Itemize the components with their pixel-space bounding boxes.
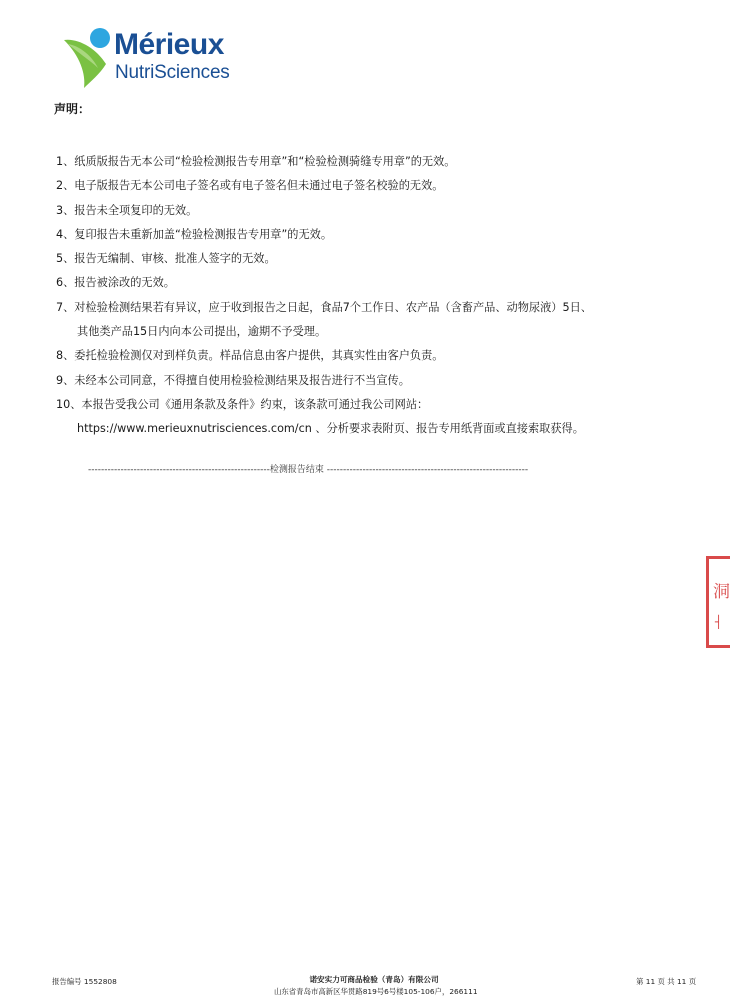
declaration-item: 9、未经本公司同意，不得擅自使用检验检测结果及报告进行不当宣传。 (56, 373, 410, 387)
declaration-item: 1、纸质版报告无本公司“检验检测报告专用章”和“检验检测骑缝专用章”的无效。 (56, 155, 456, 168)
logo-wordmark-line1: Mérieux (114, 28, 224, 61)
declaration-item: 7、对检验检测结果若有异议，应于收到报告之日起，食品7个工作日、农产品（含畜产品、动物尿液）5日、 其他类产品15日内向本公司提出，逾期不予受理。 (56, 296, 676, 345)
declaration-item: 3、报告未全项复印的无效。 (56, 203, 198, 217)
declaration-item: 6、报告被涂改的无效。 (56, 276, 175, 290)
seal-glyph: 洞 (713, 582, 730, 602)
declaration-item: 4、复印报告未重新加盖“检验检测报告专用章”的无效。 (56, 227, 333, 241)
footer-page-number: 第 11 页 共 11 页 (636, 977, 697, 986)
declaration-item: 10、本报告受我公司《通用条款及条件》约束，该条款可通过我公司网站： https://www.merieuxnutrisciences.com/cn 、分析要求表附页、报告专用纸背面或直接索取获得。 (56, 393, 676, 442)
logo-wordmark-line2: NutriSciences (115, 62, 230, 83)
declaration-item: 2、电子版报告无本公司电子签名或有电子签名但未通过电子签名校验的无效。 (56, 179, 444, 193)
footer-company-name: 诺安实力可商品检验（青岛）有限公司 (309, 975, 439, 984)
footer-company-address: 山东省青岛市高新区华贯路819号6号楼105-106户，266111 (274, 987, 478, 996)
declaration-item-continuation: 其他类产品15日内向本公司提出，逾期不予受理。 (77, 325, 327, 339)
footer-report-number: 报告编号 1552808 (52, 977, 117, 986)
seal-stamp (706, 556, 730, 648)
declaration-item: 8、委托检验检测仅对到样负责。样品信息由客户提供，其真实性由客户负责。 (56, 349, 444, 363)
report-end-marker: --------------------------------------------------------检测报告结束 -------------------------------------------------------------- (88, 465, 529, 475)
logo-leaf-icon (62, 26, 114, 90)
website-reference: https://www.merieuxnutrisciences.com/cn 、分析要求表附页、报告专用纸背面或直接索取获得。 (77, 422, 584, 436)
declaration-list (56, 150, 676, 442)
declaration-heading: 声明： (54, 102, 91, 116)
company-logo (62, 26, 252, 90)
seal-mark: ┤ (715, 615, 723, 629)
declaration-item: 5、报告无编制、审核、批准人签字的无效。 (56, 252, 276, 266)
footer-company (274, 974, 478, 997)
